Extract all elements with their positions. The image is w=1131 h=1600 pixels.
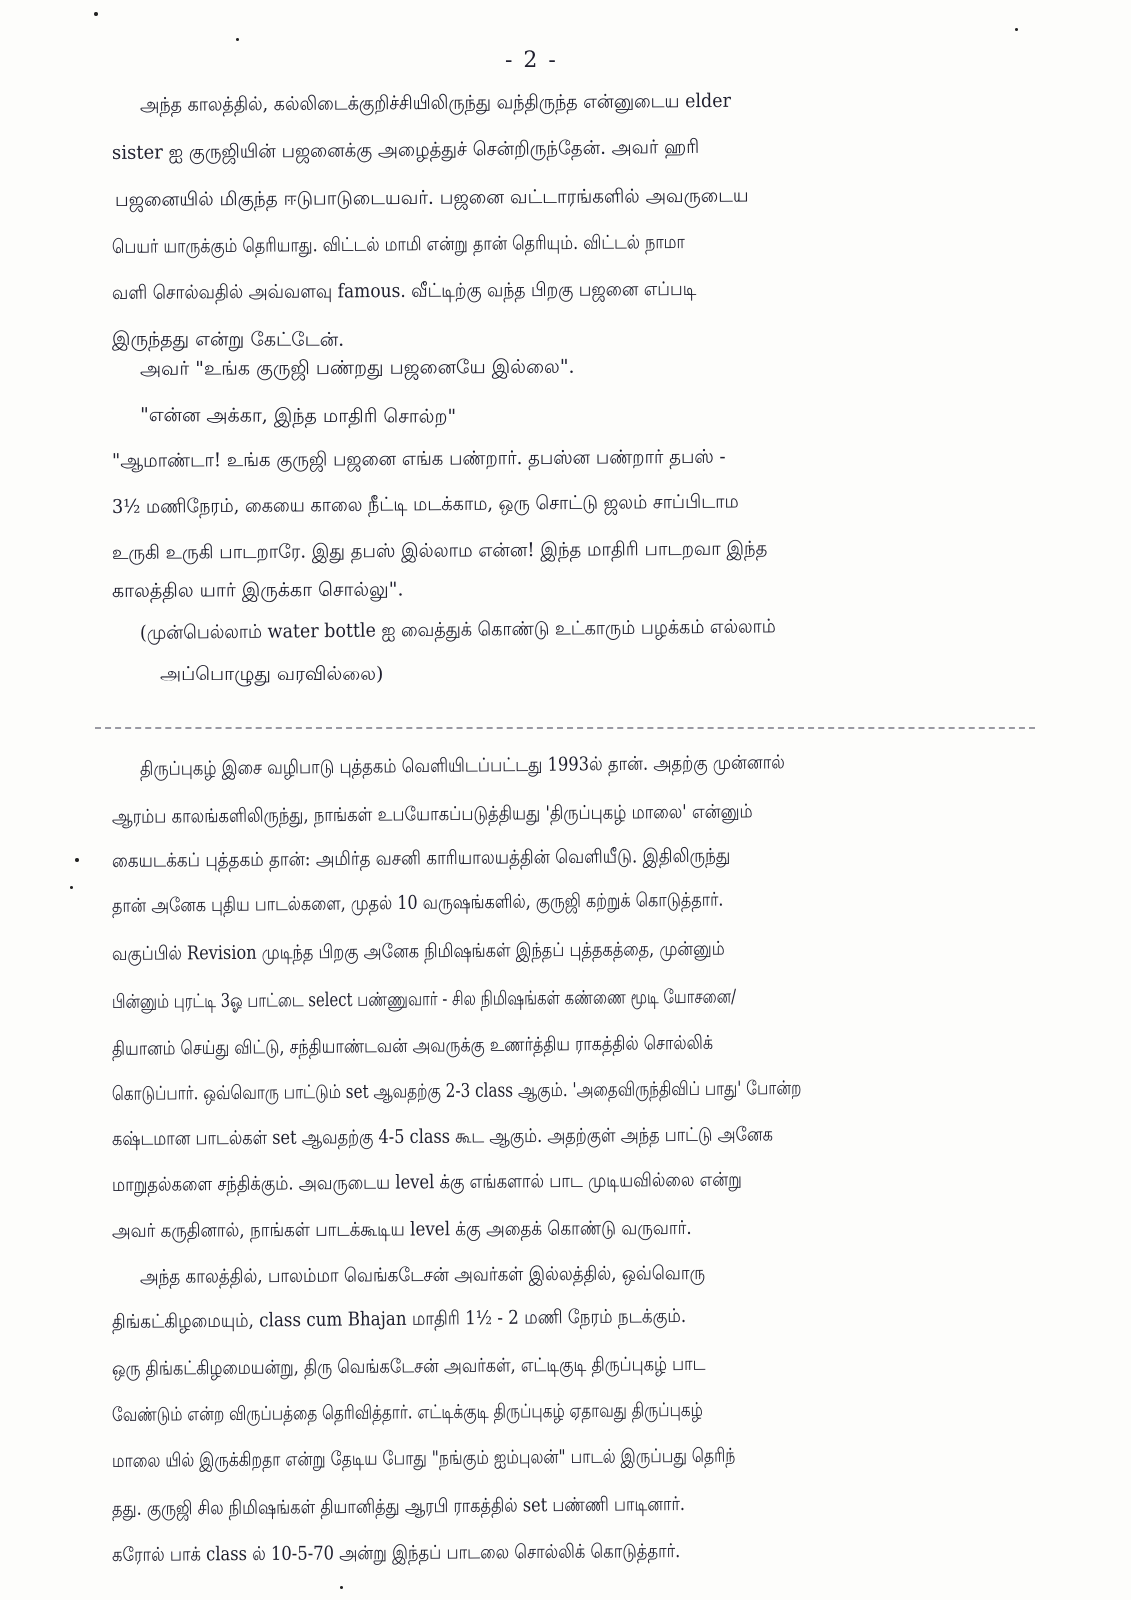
text-line: sister ஐ குருஜியின் பஜனைக்கு அழைத்துச் சென்றிருந்தேன். அவர் ஹரி — [111, 135, 700, 164]
text-line: ஒரு திங்கட்கிழமையன்று, திரு வெங்கடேசன் அவர்கள், எட்டிகுடி திருப்புகழ் பாட — [111, 1352, 706, 1380]
text-line: "ஆமாண்டா! உங்க குருஜி பஜனை எங்க பண்றார். தபஸ்ன பண்றார் தபஸ் - — [111, 445, 726, 472]
text-line: கரோல் பாக் class ல் 10-5-70 அன்று இந்தப் பாடலை சொல்லிக் கொடுத்தார். — [111, 1540, 681, 1566]
text-line: வகுப்பில் Revision முடிந்த பிறகு அனேக நிமிஷங்கள் இந்தப் புத்தகத்தை, முன்னும் — [111, 937, 725, 965]
scan-speck — [70, 886, 73, 889]
text-line: உருகி உருகி பாடறாரே. இது தபஸ் இல்லாம என்ன! இந்த மாதிரி பாடறவா இந்த — [111, 537, 768, 564]
text-line: கையடக்கப் புத்தகம் தான்: அமிர்த வசனி காரியாலயத்தின் வெளியீடு. இதிலிருந்து — [111, 844, 731, 872]
scan-speck — [236, 38, 239, 41]
text-line: "என்ன அக்கா, இந்த மாதிரி சொல்ற" — [139, 404, 457, 428]
text-line: கொடுப்பார். ஒவ்வொரு பாட்டும் set ஆவதற்கு 2-3 class ஆகும். 'அதைவிருந்திவிப் பாது' போன்ற — [111, 1076, 802, 1105]
scan-speck — [75, 858, 79, 862]
text-line: திருப்புகழ் இசை வழிபாடு புத்தகம் வெளியிடப்பட்டது 1993ல் தான். அதற்கு முன்னால் — [139, 751, 785, 780]
text-line: அவர் கருதினால், நாங்கள் பாடக்கூடிய level க்கு அதைக் கொண்டு வருவார். — [111, 1216, 692, 1242]
page-number: - 2 - — [505, 48, 558, 73]
text-line: கஷ்டமான பாடல்கள் set ஆவதற்கு 4-5 class கூட ஆகும். அதற்குள் அந்த பாட்டு அனேக — [111, 1123, 774, 1150]
text-line: (முன்பெல்லாம் water bottle ஐ வைத்துக் கொண்டு உட்காரும் பழக்கம் எல்லாம் — [139, 615, 776, 644]
text-line: காலத்தில யார் இருக்கா சொல்லு". — [111, 578, 404, 602]
text-line: தியானம் செய்து விட்டு, சந்தியாண்டவன் அவருக்கு உணர்த்திய ராகத்தில் சொல்லிக் — [111, 1031, 714, 1060]
text-line: மாலை யில் இருக்கிறதா என்று தேடிய போது "நங்கும் ஐம்புலன்" பாடல் இருப்பது தெரிந் — [111, 1444, 736, 1472]
text-line: அப்பொழுது வரவில்லை) — [160, 663, 384, 685]
text-line: திங்கட்கிழமையும், class cum Bhajan மாதிரி 1½ - 2 மணி நேரம் நடக்கும். — [111, 1304, 687, 1333]
text-line: பின்னும் புரட்டி 3ஓ பாட்டை select பண்ணுவார் - சில நிமிஷங்கள் கண்ணை மூடி யோசனை/ — [111, 985, 737, 1013]
text-line: அந்த காலத்தில், பாலம்மா வெங்கடேசன் அவர்கள் இல்லத்தில், ஒவ்வொரு — [139, 1262, 706, 1288]
text-line: மாறுதல்களை சந்திக்கும். அவருடைய level க்கு எங்களால் பாட முடியவில்லை என்று — [111, 1168, 742, 1196]
text-line: வளி சொல்வதில் அவ்வளவு famous. வீட்டிற்கு வந்த பிறகு பஜனை எப்படி — [111, 277, 697, 304]
text-line: தது. குருஜி சில நிமிஷங்கள் தியானித்து ஆரபி ராகத்தில் set பண்ணி பாடினார். — [111, 1493, 686, 1520]
text-line: இருந்தது என்று கேட்டேன். — [111, 328, 345, 351]
section-divider — [95, 727, 1035, 729]
text-line: அவர் "உங்க குருஜி பண்றது பஜனையே இல்லை". — [139, 355, 575, 380]
text-line: ஆரம்ப காலங்களிலிருந்து, நாங்கள் உபயோகப்படுத்தியது 'திருப்புகழ் மாலை' என்னும் — [111, 800, 753, 828]
scan-speck — [340, 1586, 343, 1589]
scan-speck — [1015, 28, 1018, 31]
text-line: அந்த காலத்தில், கல்லிடைக்குறிச்சியிலிருந்து வந்திருந்த என்னுடைய elder — [139, 89, 731, 116]
text-line: தான் அனேக புதிய பாடல்களை, முதல் 10 வருஷங்களில், குருஜி கற்றுக் கொடுத்தார். — [111, 888, 724, 917]
scan-speck — [94, 12, 98, 16]
text-line: பெயர் யாருக்கும் தெரியாது. விட்டல் மாமி என்று தான் தெரியும். விட்டல் நாமா — [111, 231, 685, 258]
text-line: 3½ மணிநேரம், கையை காலை நீட்டி மடக்காம, ஒரு சொட்டு ஜலம் சாப்பிடாம — [111, 490, 739, 518]
text-line: வேண்டும் என்ற விருப்பத்தை தெரிவித்தார். எட்டிக்குடி திருப்புகழ் ஏதாவது திருப்புகழ் — [111, 1398, 703, 1426]
text-line: பஜனையில் மிகுந்த ஈடுபாடுடையவர். பஜனை வட்டாரங்களில் அவருடைய — [114, 184, 749, 211]
